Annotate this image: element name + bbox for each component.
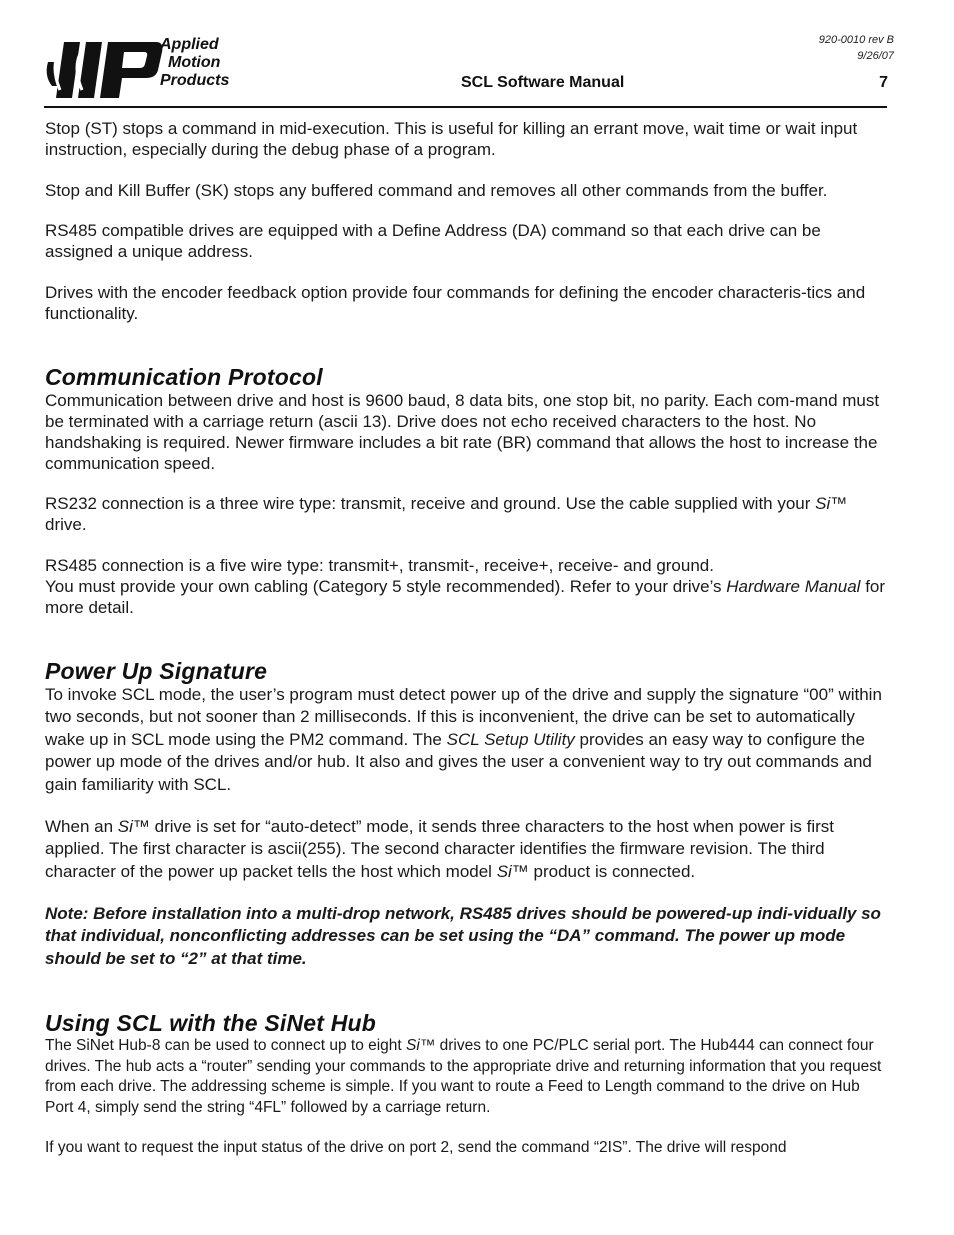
paragraph-encoder: Drives with the encoder feedback option provide four commands for defining the encoder characteris-tics and functionality. xyxy=(45,282,866,323)
paragraph-define-address: RS485 compatible drives are equipped with a Define Address (DA) command so that each drive can be assigned a unique address. xyxy=(45,221,821,261)
paragraph-communication: Communication between drive and host is 9600 baud, 8 data bits, one stop bit, no parity. Each com-mand must be terminated with a carriage return (ascii 13). Drive does not echo received characters to the host. No handshaking is required. Newer firmware includes a bit rate (BR) command that allows the host to increase the communication speed. xyxy=(45,390,880,473)
paragraph-sinet-hub: The SiNet Hub-8 can be used to connect up to eight Si™ drives to one PC/PLC serial port. The Hub444 can connect four drives. The hub acts a “router” sending your commands to the appropriate drive and returning information that you request from each drive. The addressing scheme is simple. If you want to route a Feed to Length command to the drive on Hub Port 4, simply send the string “4FL” followed by a carriage return. xyxy=(45,1037,882,1116)
page-header xyxy=(0,0,954,110)
logo-line-1: Applied xyxy=(160,36,219,53)
paragraph-rs485: RS485 connection is a five wire type: transmit+, transmit-, receive+, receive- and ground. You must provide your own cabling (Category 5 style recommended). Refer to your drive’s Hardware Manual for more detail. xyxy=(45,555,886,617)
paragraph-input-status: If you want to request the input status of the drive on port 2, send the command “2IS”. The drive will respond xyxy=(45,1138,787,1156)
heading-communication-protocol: Communication Protocol xyxy=(45,363,323,390)
paragraph-power-up: To invoke SCL mode, the user’s program must detect power up of the drive and supply the signature “00” within two seconds, but not sooner than 2 milliseconds. If this is inconvenient, the drive can be set to automatically wake up in SCL mode using the PM2 command. The SCL Setup Utility provides an easy way to configure the power up mode of the drives and/or hub. It also and gives the user a convenient way to try out commands and gain familiarity with SCL. xyxy=(45,684,882,794)
manual-title: SCL Software Manual xyxy=(461,74,625,91)
paragraph-rs232: RS232 connection is a three wire type: transmit, receive and ground. Use the cable supplied with your Si™ drive. xyxy=(45,494,848,534)
doc-date: 9/26/07 xyxy=(857,50,894,62)
header-rule xyxy=(44,106,887,108)
heading-sinet-hub: Using SCL with the SiNet Hub xyxy=(45,1010,377,1036)
page-body xyxy=(45,118,887,1158)
doc-number: 920-0010 rev B xyxy=(818,34,894,46)
company-name xyxy=(160,36,229,90)
logo-line-3: Products xyxy=(160,72,230,89)
document-revision xyxy=(819,32,894,64)
page-number: 7 xyxy=(879,74,888,91)
logo-line-2: Motion xyxy=(168,54,221,71)
paragraph-stop: Stop (ST) stops a command in mid-execution. This is useful for killing an errant move, wait time or wait input instruction, especially during the debug phase of a program. xyxy=(45,119,858,159)
applied-motion-logo-icon xyxy=(44,36,164,104)
paragraph-stop-kill: Stop and Kill Buffer (SK) stops any buffered command and removes all other commands from the buffer. xyxy=(45,180,828,200)
note-multi-drop: Note: Before installation into a multi-drop network, RS485 drives should be powered-up indi-vidually so that individual, nonconflicting addresses can be set using the “DA” command. The power up mode should be set to “2” at that time. xyxy=(45,903,881,968)
heading-power-up-signature: Power Up Signature xyxy=(45,657,268,684)
paragraph-auto-detect: When an Si™ drive is set for “auto-detect” mode, it sends three characters to the host when power is first applied. The first character is ascii(255). The second character identifies the firmware revision. The third character of the power up packet tells the host which model Si™ product is connected. xyxy=(45,816,834,881)
